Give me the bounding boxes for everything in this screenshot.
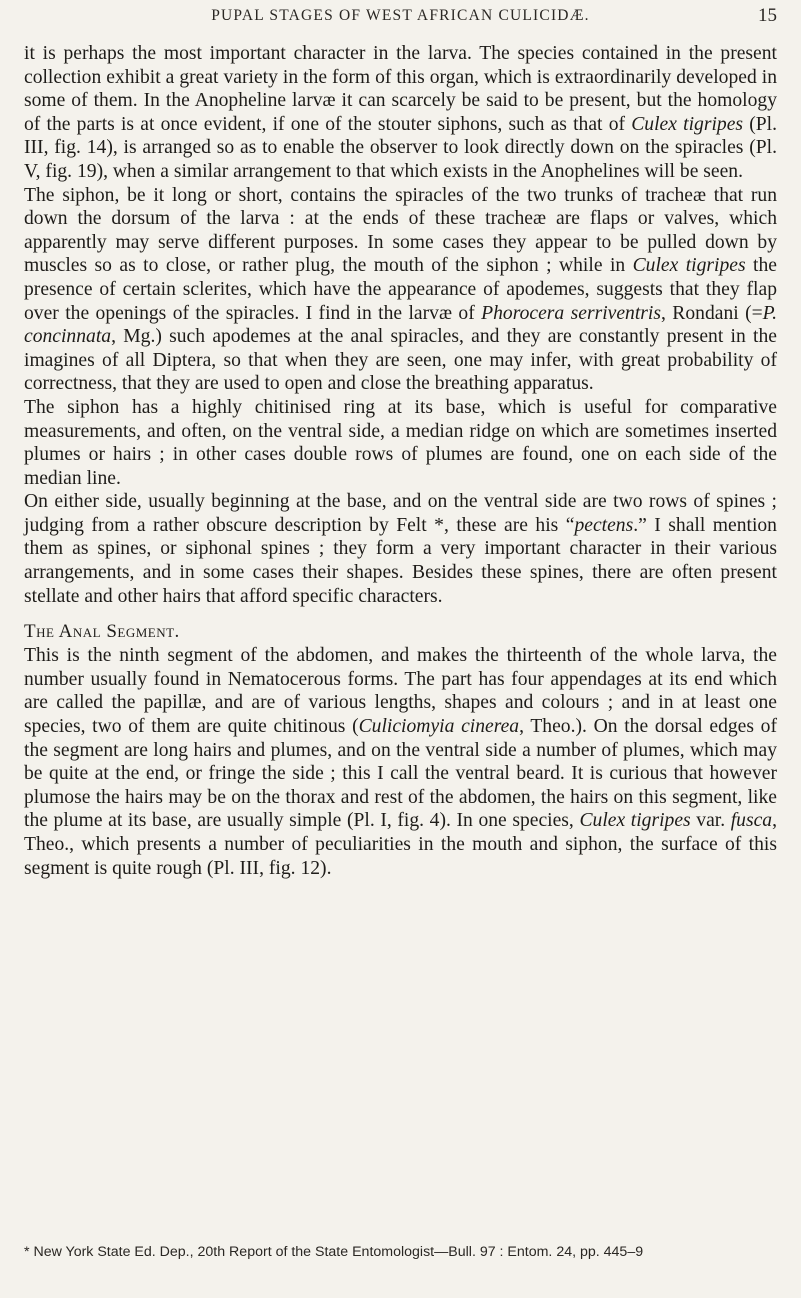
text-run: The siphon has a highly chitinised ring at its base, which is useful for comparative measurements, and often, on the ventral side, a median ridge on which are sometimes inserted plumes or hairs ; in other cases double rows of plumes are found, one on each side of the median line.	[24, 396, 777, 489]
variety-name: fusca	[730, 810, 773, 832]
text-run: , Rondani (=	[660, 302, 763, 324]
text-run: , Theo., which presents a number of peculiarities in the mouth and siphon, the surface of this segment is quite rough (Pl. III, fig. 12).	[24, 810, 777, 879]
section-heading: The Anal Segment.	[24, 621, 180, 643]
species-name: Culex tigripes	[631, 113, 744, 135]
page-number: 15	[758, 5, 777, 26]
text-run: The siphon, be it long or short, contains the spiracles of the two trunks of tracheæ that run down the dorsum of the larva : at the ends of these tracheæ are flaps or valves, which apparently may serve different purposes. In some cases they appear to be pulled down by muscles so as to close, or rather plug, the mouth of the siphon ; while in	[24, 184, 777, 277]
paragraph-siphon-spines	[24, 490, 777, 608]
body-text	[24, 42, 777, 880]
text-run: .” I shall mention them as spines, or siphonal spines ; they form a very important character in their various arrangements, and in some cases their shapes. Besides these spines, there are often present stellate and other hairs that afford specific characters.	[24, 514, 777, 607]
text-run: (Pl. III, fig. 14), is arranged so as to enable the observer to look directly down on the spiracles (Pl. V, fig. 19), when a similar arrangement to that which exists in the Anophelines will be seen.	[24, 113, 778, 182]
text-run: This is the ninth segment of the abdomen, and makes the thirteenth of the whole larva, the number usually found in Nematocerous forms. The part has four appendages at its end which are called the papillæ, and are of various lengths, shapes and colours ; and in at least one species, two of them are quite chitinous (	[24, 645, 777, 738]
paragraph-anal-segment	[24, 644, 777, 880]
paragraph-siphon-spiracles	[24, 184, 777, 396]
text-run: the presence of certain sclerites, which have the appearance of apodemes, suggests that they flap over the openings of the spiracles. I find in the larvæ of	[24, 255, 777, 324]
term-pectens: pectens	[574, 514, 634, 536]
text-run: it is perhaps the most important character in the larva. The species contained in the present collection exhibit a great variety in the form of this organ, which is extraordinarily developed in some of them. In the Anopheline larvæ it can scarcely be said to be present, but the homology of the parts is at once evident, if one of the stouter siphons, such as that of	[24, 43, 777, 135]
species-name: Culex tigripes	[632, 255, 746, 277]
species-name: Phorocera serriventris	[481, 302, 661, 324]
running-head	[24, 4, 777, 30]
text-run: On either side, usually beginning at the base, and on the ventral side are two rows of spines ; judging from a rather obscure description by Felt *, these are his “	[24, 491, 777, 536]
species-name: Culiciomyia cinerea	[358, 716, 520, 738]
running-title: PUPAL STAGES OF WEST AFRICAN CULICIDÆ.	[211, 7, 590, 24]
text-run: , Mg.) such apodemes at the anal spiracles, and they are constantly present in the imagines of all Diptera, so that when they are seen, one may infer, with great probability of correctness, that they are used to open and close the breathing apparatus.	[24, 326, 777, 395]
footnote: * New York State Ed. Dep., 20th Report of the State Entomologist—Bull. 97 : Entom. 24, pp. 445–9	[24, 1244, 644, 1260]
text-run: , Theo.). On the dorsal edges of the segment are long hairs and plumes, and on the ventral side a number of plumes, which may be quite at the end, or fringe the side ; this I call the ventral beard. It is curious that however plumose the hairs may be on the thorax and rest of the abdomen, the hairs on this segment, like the plume at its base, are usually simple (Pl. I, fig. 4). In one species,	[24, 716, 778, 832]
paragraph-siphon-intro	[24, 42, 777, 184]
species-name: Culex tigripes	[579, 810, 691, 832]
text-run: var.	[690, 810, 731, 832]
species-name: P. concinnata	[24, 302, 778, 348]
paragraph-siphon-ring	[24, 396, 777, 490]
